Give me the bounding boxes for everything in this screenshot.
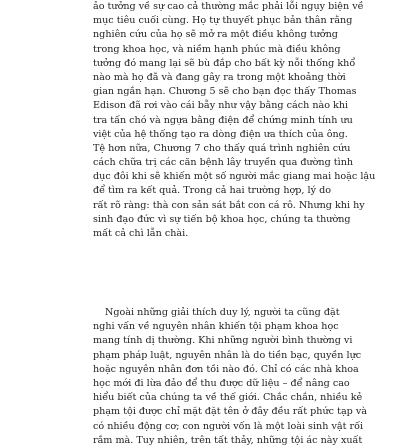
text-line: nào mà họ đã và đang gây ra trong một khoảng thời [93,71,346,83]
text-line: học mới đi lừa đảo để thu được dữ liệu – để nâng cao [93,377,350,389]
text-line: mục tiêu cuối cùng. Họ tự thuyết phục bản thân rằng [93,15,353,27]
text-line: mất cả chì lẫn chài. [93,228,189,239]
text-line: việt của hệ thống tạo ra dòng điện ưa thích của ông. [93,128,348,140]
text-line: Edison đã rơi vào cái bẫy như vậy bằng cách nào khi [93,100,349,112]
text-line: rắm mà. Tuy nhiên, trên tất thảy, những tội ác này xuất [93,434,363,446]
text-line: có nhiều động cơ; con người vốn là một loài sinh vật rối [93,420,364,432]
text-line: tra tấn chó và ngựa bằng điện để chứng minh tính ưu [93,114,353,126]
paragraph-2 [93,306,367,448]
text-line: sinh đạo đức vì sự tiến bộ khoa học, chúng ta thường [93,213,351,225]
text-line: nghi vấn về nguyên nhân khiến tội phạm khoa học [93,321,339,333]
text-line: trong khoa học, và niềm hạnh phúc mà điều không [93,43,341,55]
text-line: Tệ hơn nữa, Chương 7 cho thấy quá trình nghiên cứu [93,142,351,154]
text-line: rất rõ ràng: thà con sản sát bắt con cá rô. Nhưng khi hy [93,199,365,211]
text-line: nghiên cứu của họ sẽ mở ra một điều không tưởng [93,29,338,41]
text-line: phạm tội được chỉ mặt đặt tên ở đây đều rất phức tạp và [93,406,367,418]
text-line: mang tính dị thường. Khi những người bình thường vi [93,335,353,347]
text-line: hoặc nguyên nhân đơn tồi nào đó. Chỉ có các nhà khoa [93,363,359,375]
text-line: ảo tưởng về sự cao cả thường mắc phải lỗi ngụy biện về [93,1,364,12]
text-line: để tìm ra kết quả. Trong cả hai trường hợp, lý do [93,185,331,197]
text-line: cách chữa trị các căn bệnh lây truyền qua đường tình [93,157,354,169]
text-line: tưởng đó mang lại sẽ bù đắp cho bất kỳ nỗi thống khổ [93,57,356,69]
text-line: Ngoài những giải thích duy lý, người ta cũng đặt [105,307,340,318]
text-line: phạm pháp luật, nguyên nhân là do tiền bạc, quyền lực [93,349,362,361]
paragraph-1 [93,0,376,241]
text-line: gian ngắn hạn. Chương 5 sẽ cho bạn đọc thấy Thomas [93,86,357,98]
text-line: hiểu biết của chúng ta về thế giới. Chắc chắn, nhiều kẻ [93,392,363,404]
text-line: dục đôi khi sẽ khiến một số người mắc giang mai hoặc lậu [93,171,376,183]
